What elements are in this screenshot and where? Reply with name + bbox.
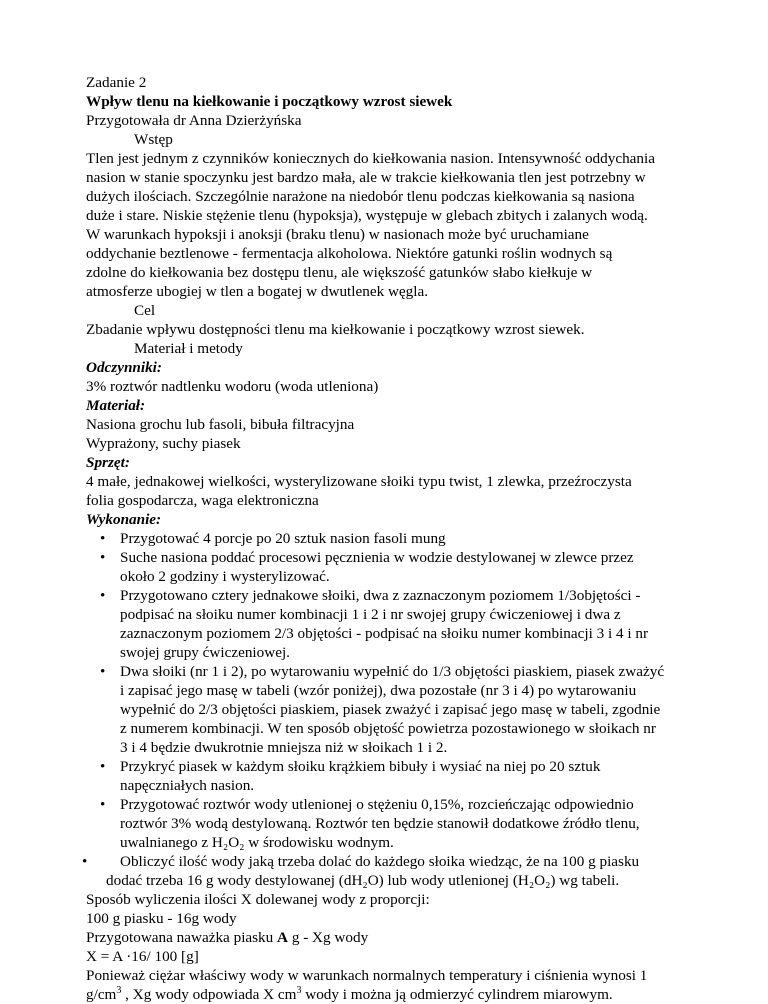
formula-line: X = A ·16/ 100 [g] — [86, 948, 199, 965]
last-procedure-step — [82, 852, 686, 890]
final-line — [86, 985, 686, 1004]
document-title: Wpływ tlenu na kiełkowanie i początkowy wzrost siewek — [86, 93, 453, 110]
procedure-heading: Wykonanie: — [86, 511, 162, 528]
intro-paragraph — [86, 149, 686, 301]
procedure-step — [86, 586, 686, 662]
step-line: Przygotować 4 porcje po 20 sztuk nasion fasoli mung — [120, 530, 446, 547]
procedure-steps — [86, 529, 686, 852]
intro-line: nasion w stanie spoczynku jest bardzo mała, ale w trakcie kiełkowania tlen jest potrzebny w — [86, 169, 646, 186]
intro-line: atmosferze ubogiej w tlen a bogatej w dwutlenek węgla. — [86, 283, 429, 300]
step-line: zaznaczonym poziomem 2/3 objętości - podpisać na słoiku numer kombinacji 3 i 4 i nr — [120, 625, 649, 642]
step-line: uwalnianego z H₂O₂ w środowisku wodnym. — [120, 834, 394, 851]
step-line: Przykryć piasek w każdym słoiku krążkiem bibuły i wysiać na niej po 20 sztuk — [120, 758, 601, 775]
material-line: Nasiona grochu lub fasoli, bibuła filtracyjna — [86, 416, 355, 433]
procedure-step — [86, 757, 686, 795]
bullet-icon: • — [100, 530, 106, 547]
document-page — [82, 73, 686, 1004]
superscript: 3 — [296, 984, 302, 996]
bullet-icon: • — [100, 663, 106, 680]
methods-heading: Materiał i metody — [134, 340, 243, 357]
intro-line: W warunkach hypoksji i anoksji (braku tlenu) w nasionach może być uruchamiane — [86, 226, 589, 243]
reagents-text: 3% roztwór nadtlenku wodoru (woda utleniona) — [86, 378, 379, 395]
final-part: , Xg wody odpowiada X cm — [121, 986, 297, 1003]
goal-heading: Cel — [134, 302, 156, 319]
equipment-line: folia gospodarcza, waga elektroniczna — [86, 492, 319, 509]
intro-line: Tlen jest jednym z czynników koniecznych do kiełkowania nasion. Intensywność oddychania — [86, 150, 655, 167]
final-line: Ponieważ ciężar właściwy wody w warunkach normalnych temperatury i ciśnienia wynosi 1 — [86, 967, 648, 984]
bullet-icon: • — [100, 758, 106, 775]
step-line: swojej grupy ćwiczeniowej. — [120, 644, 290, 661]
superscript: 3 — [116, 984, 122, 996]
calc-line: Sposób wyliczenia ilości X dolewanej wody z proporcji: — [86, 891, 430, 908]
procedure-step — [86, 548, 686, 586]
step-line: Dwa słoiki (nr 1 i 2), po wytarowaniu wypełnić do 1/3 objętości piaskiem, piasek zważyć — [120, 663, 665, 680]
author-line: Przygotowała dr Anna Dzierżyńska — [86, 112, 302, 129]
bullet-icon: • — [100, 549, 106, 566]
intro-heading: Wstęp — [134, 131, 173, 148]
step-line: Przygotowano cztery jednakowe słoiki, dwa z zaznaczonym poziomem 1/3objętości - — [120, 587, 641, 604]
reagents-heading: Odczynniki: — [86, 359, 162, 376]
bullet-icon: • — [82, 853, 88, 870]
step-line: Przygotować roztwór wody utlenionej o stężeniu 0,15%, rozcieńczając odpowiednio — [120, 796, 634, 813]
intro-line: oddychanie beztlenowe - fermentacja alkoholowa. Niektóre gatunki roślin wodnych są — [86, 245, 613, 262]
material-heading: Materiał: — [86, 397, 146, 414]
step-line: podpisać na słoiku numer kombinacji 1 i 2 i nr swojej grupy ćwiczeniowej i dwa z — [120, 606, 621, 623]
bullet-icon: • — [100, 587, 106, 604]
prepared-suffix: g - Xg wody — [288, 929, 369, 946]
step-line: z numerem kombinacji. W ten sposób objętość powietrza pozostawionego w słoikach nr — [120, 720, 656, 737]
intro-line: duże i stare. Niskie stężenie tlenu (hypoksja), występuje w glebach zbitych i zalanych wodą. — [86, 207, 648, 224]
step-line: wypełnić do 2/3 objętości piaskiem, piasek zważyć i zapisać jego masę w tabeli, zgodnie — [120, 701, 661, 718]
bullet-icon: • — [100, 796, 106, 813]
step-line: około 2 godziny i wysterylizować. — [120, 568, 330, 585]
step-line: napęczniałych nasion. — [120, 777, 255, 794]
procedure-step — [86, 662, 686, 757]
step-line: dodać trzeba 16 g wody destylowanej (dH₂O) lub wody utlenionej (H₂O₂) wg tabeli. — [106, 872, 620, 889]
final-part: g/cm — [86, 986, 117, 1003]
procedure-step — [86, 795, 686, 852]
prepared-line — [86, 928, 686, 947]
procedure-step — [86, 529, 686, 548]
calc-line: 100 g piasku - 16g wody — [86, 910, 237, 927]
equipment-line: 4 małe, jednakowej wielkości, wysterylizowane słoiki typu twist, 1 zlewka, przeźroczysta — [86, 473, 632, 490]
task-number: Zadanie 2 — [86, 74, 147, 91]
step-line: roztwór 3% wodą destylowaną. Roztwór ten będzie stanowił dodatkowe źródło tlenu, — [120, 815, 640, 832]
final-part: wody i można ją odmierzyć cylindrem miarowym. — [301, 986, 613, 1003]
step-line: 3 i 4 będzie dwukrotnie mniejsza niż w słoikach 1 i 2. — [120, 739, 448, 756]
equipment-heading: Sprzęt: — [86, 454, 130, 471]
material-line: Wyprażony, suchy piasek — [86, 435, 241, 452]
variable-a: A — [277, 929, 289, 946]
goal-text: Zbadanie wpływu dostępności tlenu ma kiełkowanie i początkowy wzrost siewek. — [86, 321, 585, 338]
intro-line: dużych ilościach. Szczególnie narażone na niedobór tlenu podczas kiełkowania są nasiona — [86, 188, 635, 205]
prepared-prefix: Przygotowana naważka piasku — [86, 929, 278, 946]
intro-line: zdolne do kiełkowania bez dostępu tlenu, ale większość gatunków słabo kiełkuje w — [86, 264, 593, 281]
step-line: i zapisać jego masę w tabeli (wzór poniżej), dwa pozostałe (nr 3 i 4) po wytarowaniu — [120, 682, 637, 699]
step-line: Suche nasiona poddać procesowi pęcznienia w wodzie destylowanej w zlewce przez — [120, 549, 634, 566]
step-line: Obliczyć ilość wody jaką trzeba dolać do każdego słoika wiedząc, że na 100 g piasku — [120, 853, 640, 870]
